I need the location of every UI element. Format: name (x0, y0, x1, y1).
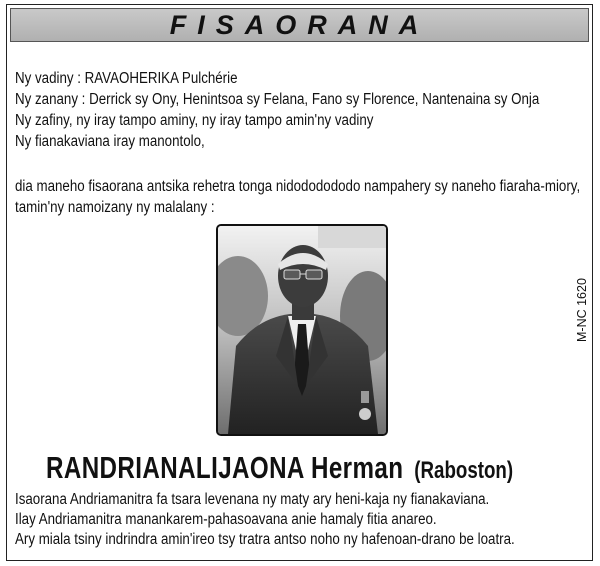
notice-reference-code: M-NC 1620 (575, 278, 589, 342)
family-list (15, 68, 539, 152)
portrait-photo (216, 224, 388, 436)
thanks-paragraph: dia maneho fisaorana antsika rehetra tonga nidododododo nampahery sy naneho fiaraha-miory, tamin'ny namoizany ny malalany : (15, 178, 581, 216)
closing-line-1: Isaorana Andriamanitra fa tsara levenana ny maty ary heni-kaja ny fianakaviana. (15, 491, 490, 508)
family-line-children: Ny zanany : Derrick sy Ony, Henintsoa sy Felana, Fano sy Florence, Nantenaina sy Onja (15, 91, 540, 108)
deceased-nickname: (Raboston) (414, 457, 514, 484)
closing-line-3: Ary miala tsiny indrindra amin'ireo tsy tratra antso noho ny hafenoan-drano be loatra. (15, 531, 515, 548)
family-line-grandchildren: Ny zafiny, ny iray tampo aminy, ny iray tampo amin'ny vadiny (15, 112, 374, 129)
deceased-name: RANDRIANALIJAONA Herman (46, 450, 404, 485)
notice-title: FISAORANA (169, 9, 430, 40)
family-line-spouse: Ny vadiny : RAVAOHERIKA Pulchérie (15, 70, 238, 87)
portrait-image (218, 226, 386, 434)
closing-text (15, 490, 515, 550)
deceased-name-line (46, 450, 513, 486)
closing-line-2: Ilay Andriamanitra manankarem-pahasoavana anie hamaly fitia anareo. (15, 511, 437, 528)
notice-header (10, 8, 589, 42)
family-line-family: Ny fianakaviana iray manontolo, (15, 133, 205, 150)
